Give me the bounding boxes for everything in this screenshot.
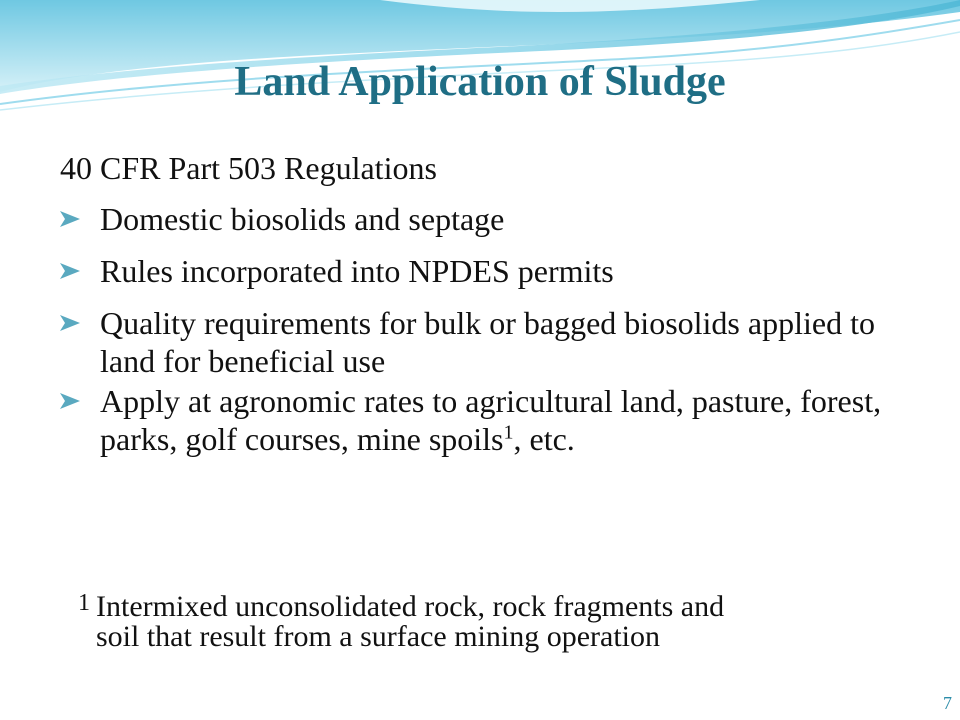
footnote-line-1: Intermixed unconsolidated rock, rock fragments and [96,590,725,623]
bullet-item [60,304,920,380]
arrowhead-bullet-icon [60,263,80,279]
bullet-text: Quality requirements for bulk or bagged biosolids applied to land for beneficial use [100,305,875,379]
bullet-item [60,252,920,290]
footnote-marker: 1 [78,590,90,616]
arrowhead-bullet-icon [60,211,80,227]
footnote [78,588,908,652]
bullet-list [60,200,920,458]
bullet-item [60,382,920,458]
slide-title: Land Application of Sludge [234,59,726,105]
bullet-text: Rules incorporated into NPDES permits [100,253,614,289]
bullet-text: Apply at agronomic rates to agricultural land, pasture, forest, parks, golf courses, mine spoils [100,383,882,457]
bullet-item [60,200,920,238]
arrowhead-bullet-icon [60,315,80,331]
footnote-line-2: soil that result from a surface mining operation [96,620,661,653]
footnote-reference: 1 [503,421,514,444]
page-number: 7 [943,693,952,713]
bullet-text: Domestic biosolids and septage [100,201,505,237]
arrowhead-bullet-icon [60,393,80,409]
bullet-text-tail: , etc. [513,421,575,457]
regulation-heading: 40 CFR Part 503 Regulations [60,150,437,186]
